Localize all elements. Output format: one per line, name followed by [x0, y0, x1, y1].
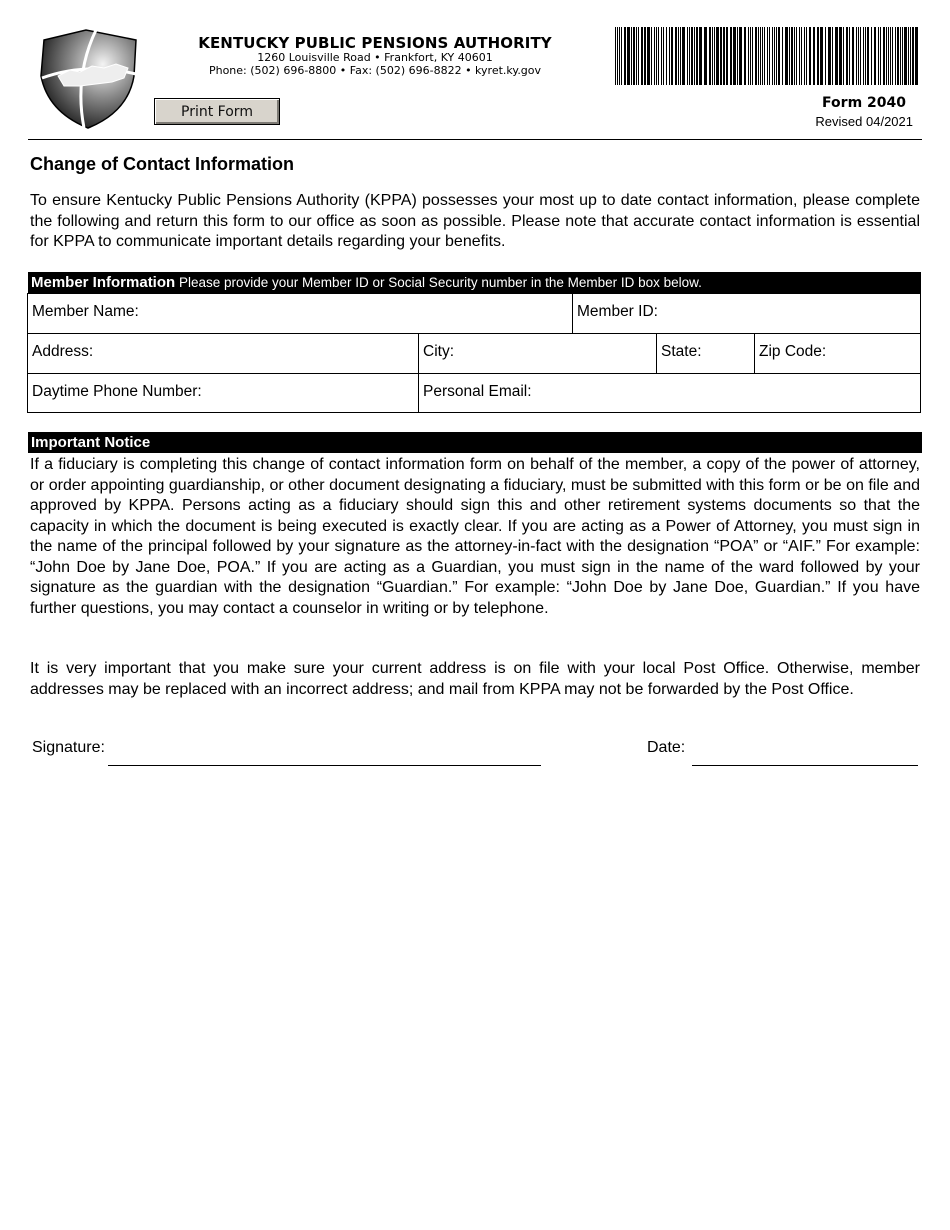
member-information-instruction: Please provide your Member ID or Social Security number in the Member ID box below. — [178, 275, 702, 290]
form-title: Change of Contact Information — [30, 154, 294, 174]
address-label: Address: — [32, 343, 94, 360]
organization-address: 1260 Louisville Road • Frankfort, KY 40601 — [257, 51, 493, 64]
address-field[interactable] — [27, 333, 419, 374]
zip-code-label: Zip Code: — [759, 343, 827, 360]
organization-contact: Phone: (502) 696-8800 • Fax: (502) 696-8822 • kyret.ky.gov — [208, 64, 542, 77]
member-name-field[interactable] — [27, 293, 573, 334]
signature-line[interactable] — [108, 765, 541, 766]
daytime-phone-field[interactable] — [27, 373, 419, 413]
intro-paragraph: To ensure Kentucky Public Pensions Authority (KPPA) possesses your most up to date contact information, please complete the following and return this form to our office as soon as possible. Please note that accurate contact information is essential for KPPA to communicate important details regarding your benefits. — [30, 192, 920, 250]
header-divider — [28, 139, 922, 140]
print-form-button[interactable]: Print Form — [154, 98, 280, 125]
member-name-label: Member Name: — [32, 303, 139, 320]
date-line[interactable] — [692, 765, 918, 766]
notice-paragraph-post-office: It is very important that you make sure your current address is on file with your local Post Office. Otherwise, member addresses may be replaced with an incorrect address; and mail from KPPA may not be forwarded by the Post Office. — [30, 660, 920, 698]
member-information-header — [28, 272, 921, 293]
notice-paragraph-fiduciary: If a fiduciary is completing this change of contact information form on behalf of the member, a copy of the power of attorney, or order appointing guardianship, or other document designating a fiduciary, must be submitted with this form or be on file and approved by KPPA. Persons acting as a fiduciary should sign this and other retirement systems documents so that the capacity in which the document is being executed is exactly clear. If you are acting as a Power of Attorney, you must sign in the name of the principal followed by your signature as the attorney-in-fact with the designation “POA” or “AIF.” For example: “John Doe by Jane Doe, POA.” If you are acting as a Guardian, you must sign in the name of the ward followed by your signature as the guardian with the designation “Guardian.” For example: “John Doe by Jane Doe, Guardian.” If you have further questions, you may contact a counselor in writing or by telephone. — [30, 456, 920, 617]
member-information-heading: Member Information — [31, 274, 176, 291]
barcode-icon — [614, 27, 922, 85]
state-field[interactable] — [656, 333, 755, 374]
form-revised-date: Revised 04/2021 — [815, 114, 913, 129]
member-id-label: Member ID: — [577, 303, 658, 320]
form-number: Form 2040 — [822, 95, 906, 111]
daytime-phone-label: Daytime Phone Number: — [32, 383, 202, 400]
organization-name: KENTUCKY PUBLIC PENSIONS AUTHORITY — [198, 34, 552, 52]
city-label: City: — [423, 343, 454, 360]
city-field[interactable] — [418, 333, 657, 374]
signature-label: Signature: — [32, 739, 105, 756]
personal-email-field[interactable] — [418, 373, 921, 413]
date-label: Date: — [647, 739, 686, 756]
personal-email-label: Personal Email: — [423, 383, 532, 400]
state-label: State: — [661, 343, 702, 360]
member-id-field[interactable] — [572, 293, 921, 334]
zip-code-field[interactable] — [754, 333, 921, 374]
important-notice-heading: Important Notice — [28, 432, 922, 453]
kppa-shield-logo-icon — [36, 26, 140, 130]
